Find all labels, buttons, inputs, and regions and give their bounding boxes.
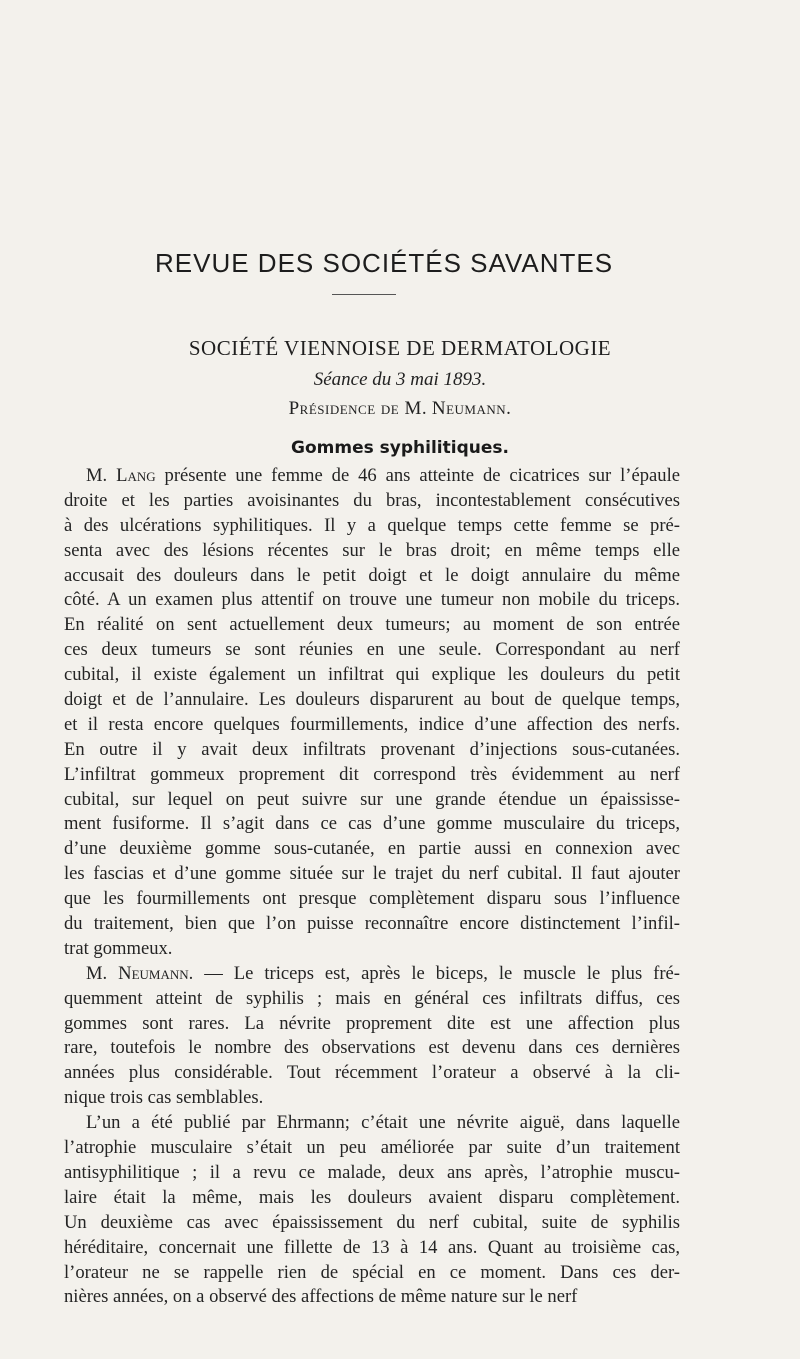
line-text: du traitement, bien que l’on puisse reconnaître encore distinctement l’infil-: [64, 913, 680, 935]
line-text: et il resta encore quelques fourmillements, indice d’une affection des nerfs.: [64, 713, 680, 735]
line-text: présente une femme de 46 ans atteinte de cicatrices sur l’épaule: [164, 465, 680, 486]
text-line: [64, 688, 680, 713]
line-text: antisyphilitique ; il a revu ce malade, deux ans après, l’atrophie muscu-: [64, 1161, 680, 1183]
paragraph-cases: [64, 1111, 680, 1310]
text-line: [64, 613, 680, 638]
text-line: [64, 1261, 680, 1286]
line-text: En réalité on sent actuellement deux tumeurs; au moment de son entrée: [64, 614, 680, 636]
text-line: [64, 987, 680, 1012]
text-line: [64, 638, 680, 663]
line-text: les fascias et d’une gomme située sur le trajet du nerf cubital. Il faut ajouter: [64, 863, 680, 885]
text-line: [64, 812, 680, 837]
text-line: [64, 1236, 680, 1261]
text-line: [64, 1186, 680, 1211]
text-line: [64, 788, 680, 813]
line-text: — Le triceps est, après le biceps, le muscle le plus fré-: [204, 962, 680, 984]
page-title: REVUE DES SOCIÉTÉS SAVANTES: [155, 248, 614, 278]
line-text: côté. A un examen plus attentif on trouve une tumeur non mobile du triceps.: [64, 589, 680, 611]
section-title: Gommes syphilitiques.: [291, 438, 509, 458]
text-line: [64, 912, 680, 937]
line-text: nique trois cas semblables.: [64, 1087, 264, 1109]
line-text: années plus considérable. Tout récemment l’orateur a observé à la cli-: [64, 1062, 680, 1084]
society-heading: SOCIÉTÉ VIENNOISE DE DERMATOLOGIE: [188, 336, 612, 360]
line-text: L’un a été publié par Ehrmann; c’était une névrite aiguë, dans laquelle: [86, 1112, 680, 1134]
text-line: [64, 489, 680, 514]
text-line: [64, 1061, 680, 1086]
text-line: [64, 514, 680, 539]
seance-date: Séance du 3 mai 1893.: [313, 369, 487, 390]
text-line: [64, 1285, 680, 1310]
line-text: doigt et de l’annulaire. Les douleurs disparurent au bout de quelque temps,: [64, 689, 680, 711]
speaker-name: M. Neumann.: [86, 962, 194, 984]
text-line: [64, 738, 680, 763]
text-line: [64, 862, 680, 887]
line-text: ment fusiforme. Il s’agit dans ce cas d’une gomme musculaire du triceps,: [64, 813, 680, 835]
text-line: [64, 1161, 680, 1186]
text-line: [64, 464, 680, 489]
line-text: cubital, sur lequel on peut suivre sur une grande étendue un épaississe-: [64, 788, 680, 810]
line-text: à des ulcérations syphilitiques. Il y a quelque temps cette femme se pré-: [64, 514, 680, 536]
text-line: [64, 1136, 680, 1161]
line-text: rare, toutefois le nombre des observations est devenu dans ces dernières: [64, 1037, 680, 1059]
line-text: gommes sont rares. La névrite proprement dite est une affection plus: [64, 1012, 680, 1034]
text-line: [64, 1211, 680, 1236]
line-text: laire était la même, mais les douleurs avaient disparu complètement.: [64, 1186, 680, 1208]
text-line: [64, 539, 680, 564]
text-line: [64, 713, 680, 738]
text-line: [64, 1036, 680, 1061]
text-line: [64, 937, 680, 962]
text-line: [64, 663, 680, 688]
line-text: l’orateur ne se rappelle rien de spécial en ce moment. Dans ces der-: [64, 1261, 680, 1283]
line-text: L’infiltrat gommeux proprement dit correspond très évidemment au nerf: [64, 763, 680, 785]
text-line: [64, 763, 680, 788]
text-line: [64, 887, 680, 912]
line-text: que les fourmillements ont presque complètement disparu sous l’influence: [64, 888, 680, 910]
line-text: Un deuxième cas avec épaississement du nerf cubital, suite de syphilis: [64, 1211, 680, 1233]
line-text: ces deux tumeurs se sont réunies en une seule. Correspondant au nerf: [64, 639, 680, 661]
line-text: cubital, il existe également un infiltrat qui explique les douleurs du petit: [64, 664, 680, 686]
speaker-name: M. Lang: [86, 465, 156, 486]
line-text: héréditaire, concernait une fillette de 13 à 14 ans. Quant au troisième cas,: [64, 1236, 680, 1258]
line-text: accusait des douleurs dans le petit doigt et le doigt annulaire du même: [64, 564, 680, 586]
presidence-prefix: Présidence de M.: [288, 398, 428, 419]
paragraph-lang: [64, 464, 680, 962]
text-line: [64, 1111, 680, 1136]
line-text: quemment atteint de syphilis ; mais en général ces infiltrats diffus, ces: [64, 987, 680, 1009]
text-line: [64, 1012, 680, 1037]
line-text: d’une deuxième gomme sous-cutanée, en partie aussi en connexion avec: [64, 838, 680, 860]
title-divider: [332, 294, 396, 295]
text-line: [64, 588, 680, 613]
line-text: senta avec des lésions récentes sur le bras droit; en même temps elle: [64, 539, 680, 561]
paragraph-neumann: [64, 962, 680, 1111]
presidence-name: Neumann.: [431, 398, 512, 419]
line-text: trat gommeux.: [64, 937, 173, 959]
line-text: nières années, on a observé des affections de même nature sur le nerf: [64, 1286, 578, 1308]
line-text: En outre il y avait deux infiltrats provenant d’injections sous-cutanées.: [64, 738, 680, 760]
text-line: [64, 564, 680, 589]
text-line: [64, 1086, 680, 1111]
text-line: [64, 962, 680, 987]
article-body: [64, 464, 680, 1310]
line-text: l’atrophie musculaire s’était un peu améliorée par suite d’un traitement: [64, 1137, 680, 1159]
text-line: [64, 837, 680, 862]
line-text: droite et les parties avoisinantes du bras, incontestablement consécutives: [64, 489, 680, 511]
presidence-line: [0, 398, 800, 420]
